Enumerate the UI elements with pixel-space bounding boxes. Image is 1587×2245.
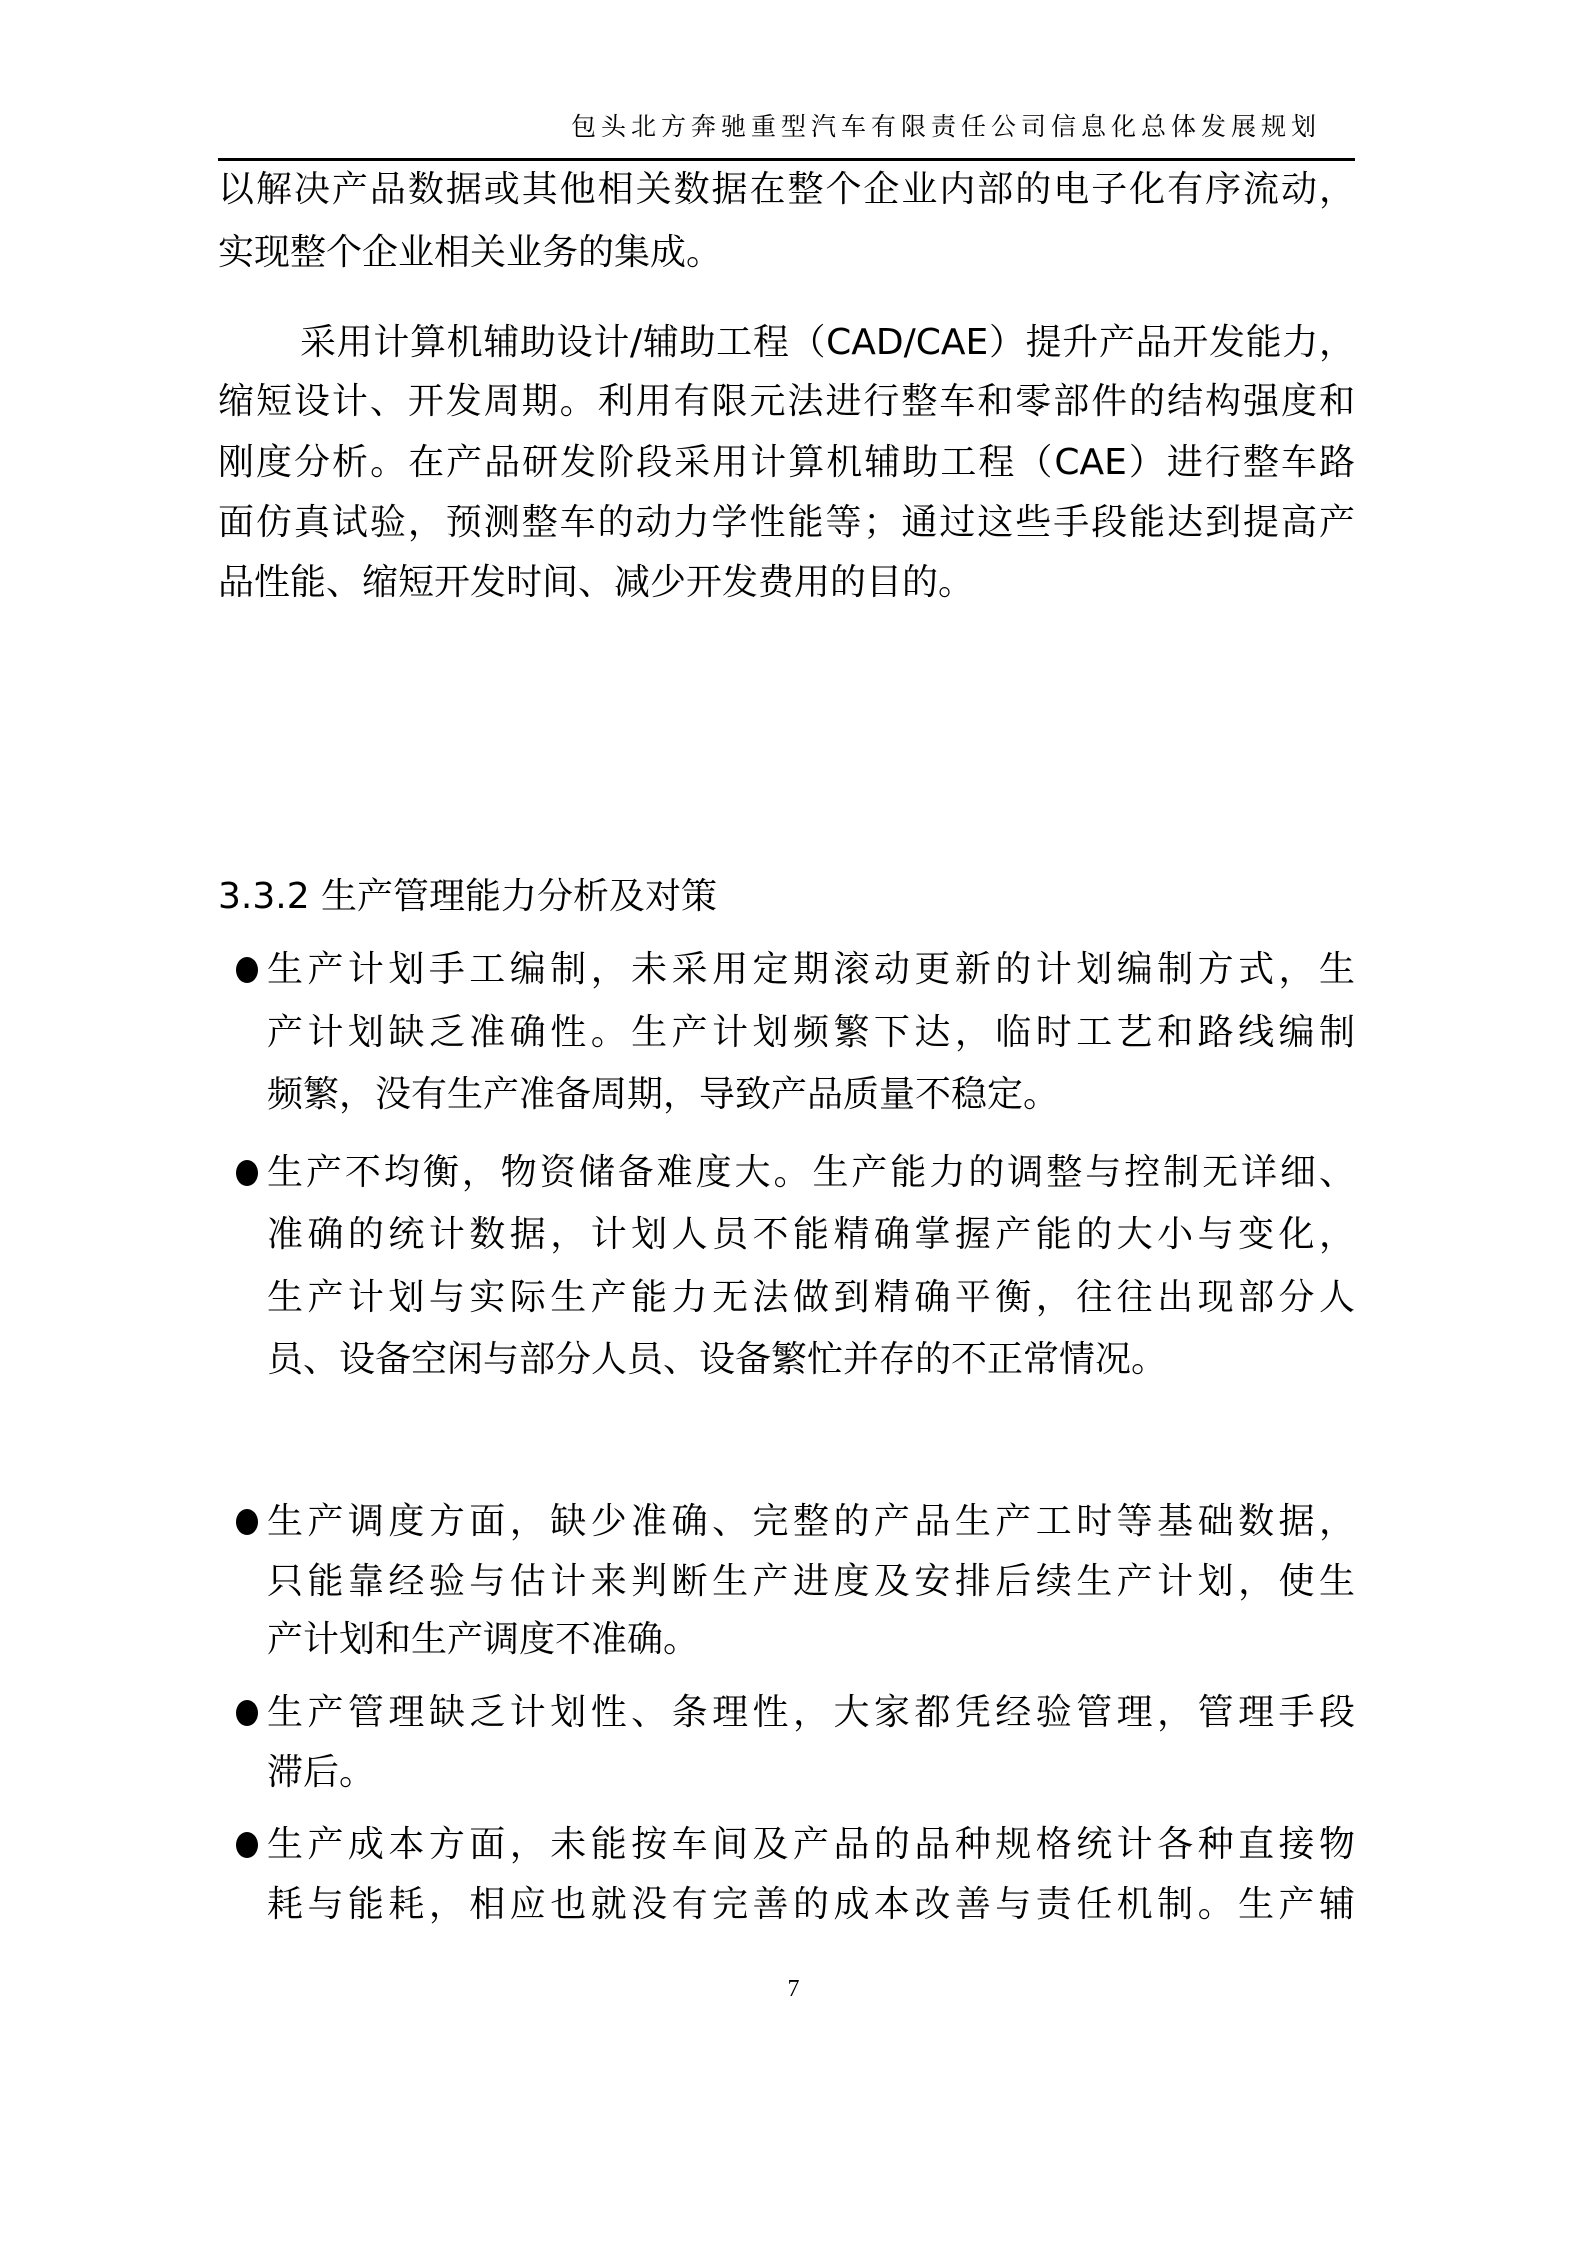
bullet-line: 生产计划手工编制，未采用定期滚动更新的计划编制方式，生 [267, 949, 1355, 990]
paragraph-line: 采用计算机辅助设计/辅助工程（CAD/CAE）提升产品开发能力， [300, 322, 1355, 363]
bullet-icon [236, 1160, 258, 1186]
paragraph-line: 缩短设计、开发周期。利用有限元法进行整车和零部件的结构强度和 [218, 381, 1355, 422]
bullet-line: 产计划缺乏准确性。生产计划频繁下达，临时工艺和路线编制 [267, 1012, 1355, 1053]
paragraph-line: 品性能、缩短开发时间、减少开发费用的目的。 [218, 562, 975, 603]
bullet-icon [236, 1832, 258, 1858]
bullet-line: 生产计划与实际生产能力无法做到精确平衡，往往出现部分人 [267, 1277, 1355, 1318]
bullet-line: 产计划和生产调度不准确。 [267, 1619, 700, 1660]
paragraph-line: 刚度分析。在产品研发阶段采用计算机辅助工程（CAE）进行整车路 [218, 442, 1355, 483]
bullet-line: 生产管理缺乏计划性、条理性，大家都凭经验管理，管理手段 [267, 1692, 1355, 1733]
paragraph-line: 以解决产品数据或其他相关数据在整个企业内部的电子化有序流动， [218, 169, 1355, 210]
bullet-line: 耗与能耗，相应也就没有完善的成本改善与责任机制。生产辅 [267, 1884, 1355, 1925]
bullet-line: 生产成本方面，未能按车间及产品的品种规格统计各种直接物 [267, 1824, 1355, 1865]
running-header: 包头北方奔驰重型汽车有限责任公司信息化总体发展规划 [570, 112, 1321, 141]
bullet-line: 只能靠经验与估计来判断生产进度及安排后续生产计划，使生 [267, 1561, 1355, 1602]
paragraph-line: 实现整个企业相关业务的集成。 [218, 232, 723, 273]
bullet-line: 频繁，没有生产准备周期，导致产品质量不稳定。 [267, 1074, 1060, 1115]
bullet-line: 生产调度方面，缺少准确、完整的产品生产工时等基础数据， [267, 1501, 1355, 1542]
page-number: 7 [787, 1976, 800, 2002]
header-rule [218, 158, 1355, 161]
bullet-line: 准确的统计数据，计划人员不能精确掌握产能的大小与变化， [267, 1214, 1355, 1255]
bullet-line: 滞后。 [267, 1752, 376, 1793]
bullet-icon [236, 957, 258, 983]
bullet-line: 生产不均衡，物资储备难度大。生产能力的调整与控制无详细、 [267, 1152, 1355, 1193]
bullet-line: 员、设备空闲与部分人员、设备繁忙并存的不正常情况。 [267, 1339, 1168, 1380]
paragraph-line: 面仿真试验，预测整车的动力学性能等；通过这些手段能达到提高产 [218, 502, 1355, 543]
section-heading: 3.3.2 生产管理能力分析及对策 [218, 876, 718, 917]
bullet-icon [236, 1700, 258, 1726]
bullet-icon [236, 1509, 258, 1535]
